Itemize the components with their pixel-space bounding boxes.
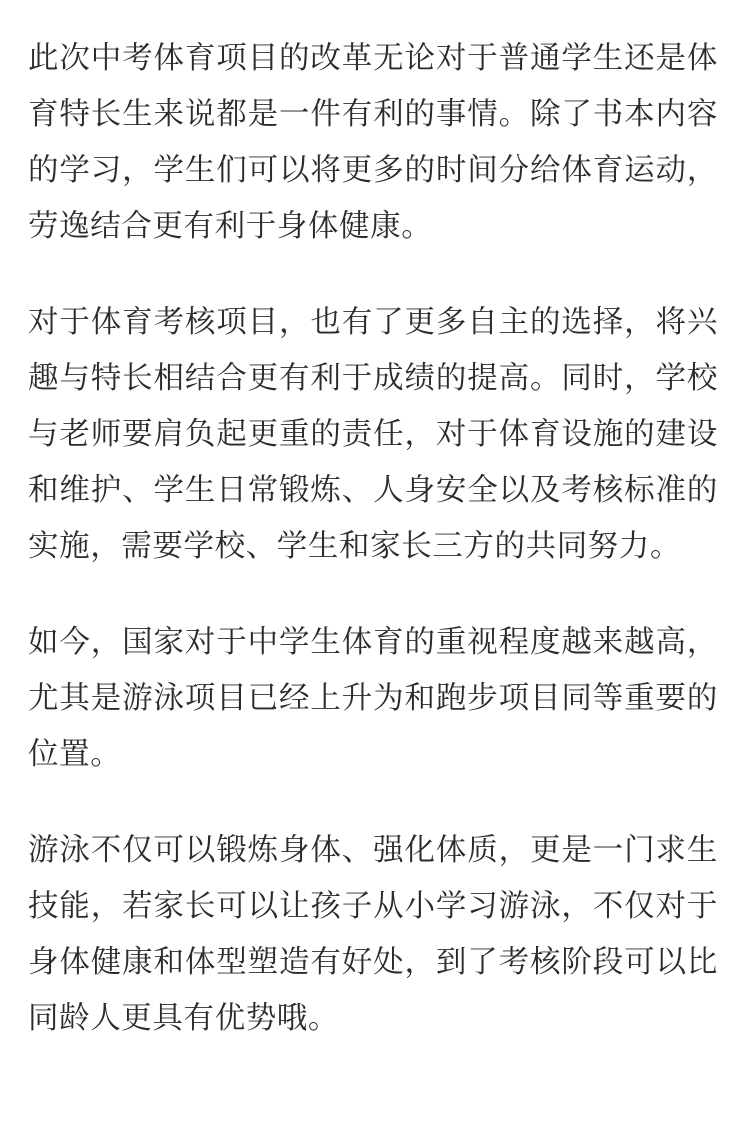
- paragraph: 如今，国家对于中学生体育的重视程度越来越高，尤其是游泳项目已经上升为和跑步项目同等重要的位置。: [28, 625, 718, 771]
- article-body: [28, 30, 718, 1046]
- paragraph: 此次中考体育项目的改革无论对于普通学生还是体育特长生来说都是一件有利的事情。除了书本内容的学习，学生们可以将更多的时间分给体育运动，劳逸结合更有利于身体健康。: [28, 41, 718, 243]
- paragraph: 对于体育考核项目，也有了更多自主的选择，将兴趣与特长相结合更有利于成绩的提高。同时，学校与老师要肩负起更重的责任，对于体育设施的建设和维护、学生日常锻炼、人身安全以及考核标准的实施，需要学校、学生和家长三方的共同努力。: [28, 305, 718, 563]
- paragraph: 游泳不仅可以锻炼身体、强化体质，更是一门求生技能，若家长可以让孩子从小学习游泳，不仅对于身体健康和体型塑造有好处，到了考核阶段可以比同龄人更具有优势哦。: [28, 833, 718, 1035]
